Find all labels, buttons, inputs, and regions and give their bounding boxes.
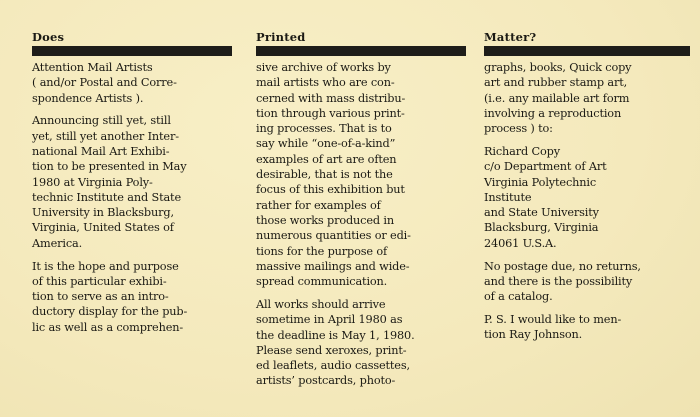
text-line: Attention Mail Artists (32, 61, 153, 74)
text-line: and State University (484, 206, 599, 220)
text-line: No postage due, no returns, (484, 259, 641, 273)
text-line: numerous quantities or edi- (256, 229, 411, 243)
text-line: 24061 U.S.A. (484, 236, 557, 250)
text-line: tions for the purpose of (256, 244, 388, 258)
text-line: c/o Department of Art (484, 160, 607, 174)
text-line: of this particular exhibi- (32, 274, 167, 288)
text-line: yet, still yet another Inter- (32, 129, 179, 143)
text-line: ing processes. That is to (256, 122, 392, 136)
text-line: 1980 at Virginia Poly- (32, 175, 153, 189)
paragraph (32, 60, 232, 106)
text-line: of a catalog. (484, 290, 553, 304)
text-line: spread communication. (256, 275, 388, 289)
text-line: It is the hope and purpose (32, 259, 179, 273)
paragraph (32, 259, 232, 335)
text-line: sometime in April 1980 as (256, 313, 403, 327)
text-line: national Mail Art Exhibi- (32, 144, 170, 158)
text-line: graphs, books, Quick copy (484, 61, 632, 74)
column-heading: Does (32, 30, 65, 44)
paragraph (484, 144, 690, 251)
paragraph (484, 60, 690, 136)
text-line: desirable, that is not the (256, 168, 393, 182)
text-line: P. S. I would like to men- (484, 312, 622, 326)
heading-rule (484, 46, 690, 56)
text-line: tion to be presented in May (32, 160, 187, 174)
text-line: examples of art are often (256, 152, 397, 166)
column-body (256, 60, 464, 396)
text-line: Richard Copy (484, 144, 560, 158)
text-line: tion to serve as an intro- (32, 290, 169, 304)
text-line: Announcing still yet, still (32, 114, 171, 128)
heading-rule (32, 46, 232, 56)
text-line: cerned with mass distribu- (256, 91, 406, 105)
text-line: sive archive of works by (256, 61, 391, 74)
column-heading: Printed (256, 30, 306, 44)
text-line: Blacksburg, Virginia (484, 221, 599, 235)
column-body (484, 60, 690, 350)
text-line: those works produced in (256, 213, 395, 227)
text-line: focus of this exhibition but (256, 183, 405, 197)
paragraph (484, 312, 690, 343)
text-line: (i.e. any mailable art form (484, 91, 630, 105)
text-line: art and rubber stamp art, (484, 76, 628, 90)
text-line: ( and/or Postal and Corre- (32, 76, 177, 90)
text-line: process ) to: (484, 122, 553, 136)
text-line: Please send xeroxes, print- (256, 343, 407, 357)
paragraph (484, 259, 690, 305)
text-line: tion through various print- (256, 106, 405, 120)
text-line: America. (32, 236, 83, 250)
column-body (32, 60, 232, 343)
heading-rule (256, 46, 466, 56)
text-line: tion Ray Johnson. (484, 328, 583, 342)
text-line: spondence Artists ). (32, 91, 144, 105)
paragraph (32, 113, 232, 251)
text-line: lic as well as a comprehen- (32, 320, 184, 334)
text-line: ductory display for the pub- (32, 305, 188, 319)
text-line: say while “one-of-a-kind” (256, 137, 396, 151)
text-line: the deadline is May 1, 1980. (256, 328, 415, 342)
text-line: University in Blacksburg, (32, 206, 174, 220)
column-heading: Matter? (484, 30, 537, 44)
text-line: mail artists who are con- (256, 76, 395, 90)
text-line: All works should arrive (256, 297, 386, 311)
text-line: Institute (484, 190, 532, 204)
text-line: Virginia, United States of (32, 221, 174, 235)
text-line: involving a reproduction (484, 106, 622, 120)
text-line: and there is the possibility (484, 274, 633, 288)
text-line: Virginia Polytechnic (484, 175, 597, 189)
paragraph (256, 60, 464, 289)
text-line: ed leaflets, audio cassettes, (256, 359, 410, 373)
text-line: artists’ postcards, photo- (256, 374, 396, 388)
text-line: massive mailings and wide- (256, 259, 410, 273)
paragraph (256, 297, 464, 389)
text-line: technic Institute and State (32, 190, 181, 204)
text-line: rather for examples of (256, 198, 381, 212)
